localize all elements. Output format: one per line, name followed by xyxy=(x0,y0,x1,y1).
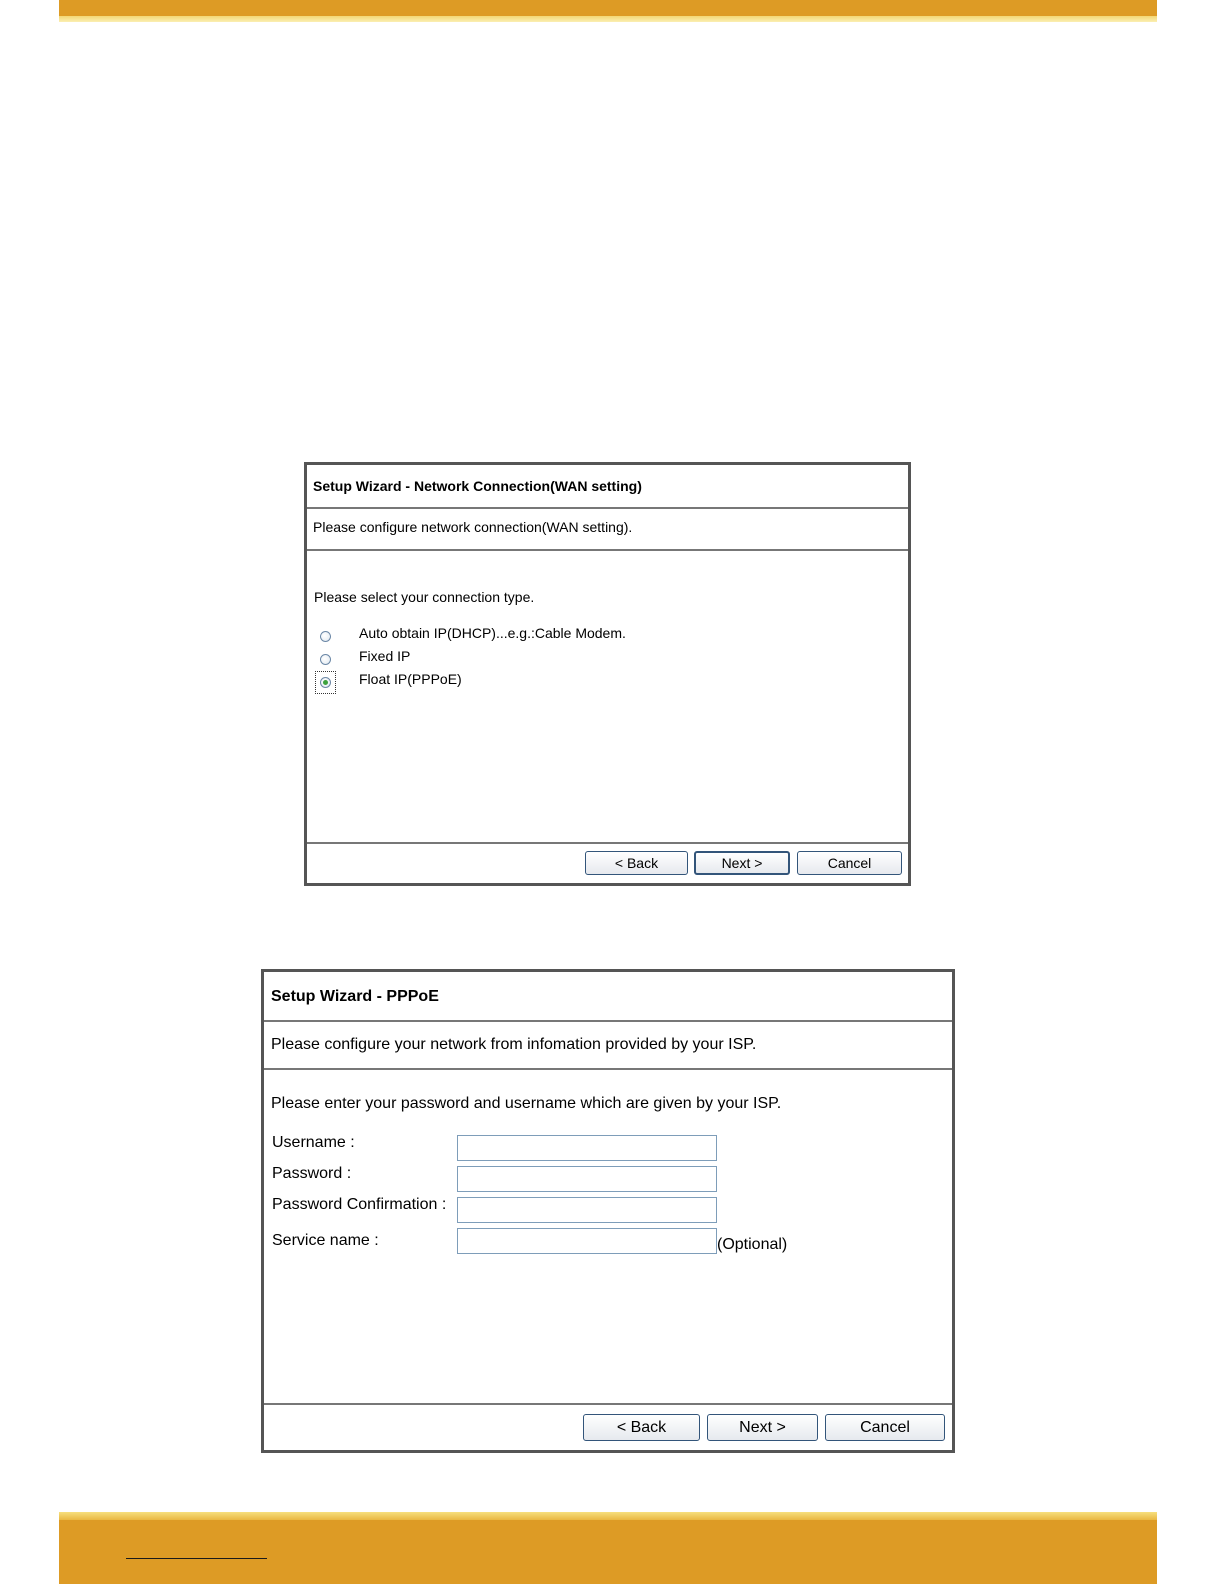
next-button[interactable]: Next > xyxy=(707,1414,818,1441)
password-input[interactable] xyxy=(457,1166,717,1192)
fixed-ip-option-label[interactable]: Fixed IP xyxy=(359,648,411,664)
wan-panel-title: Setup Wizard - Network Connection(WAN setting) xyxy=(313,478,642,494)
wan-setup-panel xyxy=(304,462,911,886)
wan-connection-prompt: Please select your connection type. xyxy=(314,589,535,605)
header-accent-bar xyxy=(59,0,1157,16)
wan-button-row xyxy=(307,842,908,883)
pppoe-button-row xyxy=(264,1403,952,1450)
service-name-label: Service name : xyxy=(272,1232,379,1249)
dhcp-option-label[interactable]: Auto obtain IP(DHCP)...e.g.:Cable Modem. xyxy=(359,625,626,641)
back-button[interactable]: < Back xyxy=(585,851,688,875)
cancel-button[interactable]: Cancel xyxy=(797,851,902,875)
wan-description-row xyxy=(307,507,908,549)
password-confirmation-input[interactable] xyxy=(457,1197,717,1223)
dhcp-radio[interactable] xyxy=(320,631,331,642)
username-label: Username : xyxy=(272,1134,355,1151)
footer-accent-edge xyxy=(59,1512,1157,1520)
fixed-ip-radio[interactable] xyxy=(320,654,331,665)
service-name-input[interactable] xyxy=(457,1228,717,1254)
pppoe-option-label[interactable]: Float IP(PPPoE) xyxy=(359,671,462,687)
back-button[interactable]: < Back xyxy=(583,1414,700,1441)
pppoe-body xyxy=(264,1068,952,1403)
pppoe-setup-panel xyxy=(261,969,955,1453)
pppoe-description-row xyxy=(264,1020,952,1068)
footer-rule xyxy=(126,1558,267,1559)
pppoe-radio[interactable] xyxy=(320,677,331,688)
wan-panel-description: Please configure network connection(WAN setting). xyxy=(313,519,633,535)
next-button[interactable]: Next > xyxy=(694,851,790,875)
pppoe-panel-title: Setup Wizard - PPPoE xyxy=(271,988,439,1005)
wan-title-row xyxy=(307,465,908,507)
username-input[interactable] xyxy=(457,1135,717,1161)
footer-accent-bar xyxy=(59,1520,1157,1584)
pppoe-panel-description: Please configure your network from infomation provided by your ISP. xyxy=(271,1036,757,1053)
pppoe-title-row xyxy=(264,972,952,1020)
service-name-optional-note: (Optional) xyxy=(717,1236,788,1253)
wan-body xyxy=(307,549,908,842)
header-accent-edge xyxy=(59,16,1157,22)
cancel-button[interactable]: Cancel xyxy=(825,1414,945,1441)
password-confirmation-label: Password Confirmation : xyxy=(272,1196,447,1213)
pppoe-credentials-prompt: Please enter your password and username which are given by your ISP. xyxy=(271,1095,782,1112)
password-label: Password : xyxy=(272,1165,352,1182)
